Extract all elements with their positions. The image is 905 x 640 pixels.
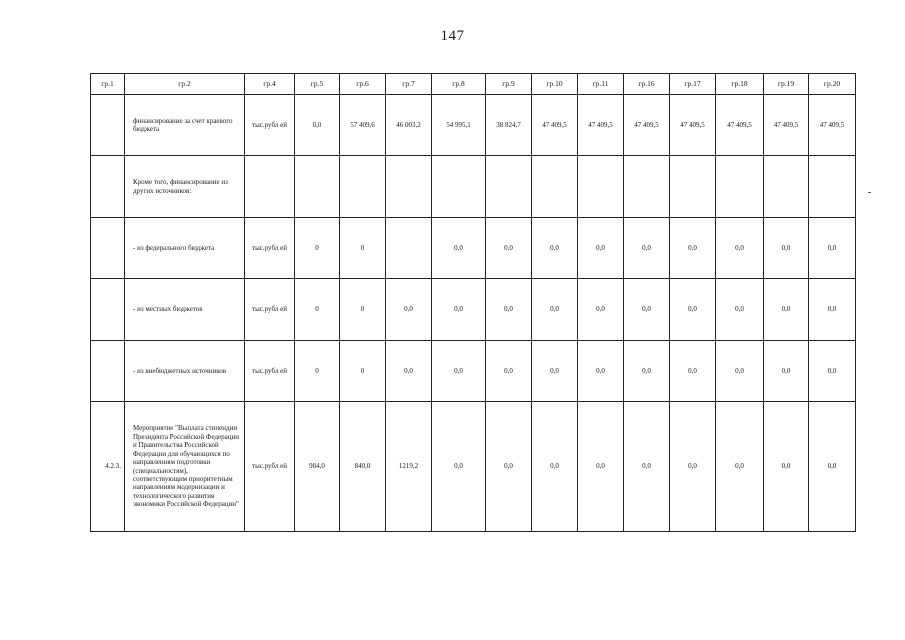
table-row [91, 341, 856, 402]
row-value: 0,0 [716, 402, 764, 532]
row-value: 47 409,5 [670, 95, 716, 156]
row-value: 984,0 [295, 402, 340, 532]
row-value: 0,0 [532, 218, 578, 279]
row-value: 0,0 [486, 218, 532, 279]
row-value [764, 156, 809, 218]
row-value: 0,0 [578, 402, 624, 532]
row-value: 0,0 [670, 341, 716, 402]
row-value: 0,0 [764, 279, 809, 341]
row-name: Мероприятие "Выплата стипендии Президента Российской Федерации и Правительства Российской Федерации для обучающихся по направлениям подготовки (специальностям), соответствующим приоритетным направлениям модернизации и технологического развития экономики Российской Федерации" [125, 402, 245, 532]
row-value [295, 156, 340, 218]
row-value: 0,0 [809, 279, 856, 341]
row-value: 0,0 [716, 218, 764, 279]
row-value: 0,0 [578, 341, 624, 402]
column-header: гр.2 [125, 74, 245, 95]
table-row [91, 95, 856, 156]
row-value [432, 156, 486, 218]
row-value: 0 [295, 341, 340, 402]
row-value: 0,0 [386, 279, 432, 341]
row-value [386, 156, 432, 218]
row-value: 0,0 [486, 341, 532, 402]
row-value [532, 156, 578, 218]
table-row [91, 402, 856, 532]
row-unit: тыс.рубл ей [245, 279, 295, 341]
row-value: 0,0 [670, 402, 716, 532]
header-row [91, 74, 856, 95]
column-header: гр.6 [340, 74, 386, 95]
row-value: 57 409,6 [340, 95, 386, 156]
row-value: 0,0 [764, 341, 809, 402]
column-header: гр.20 [809, 74, 856, 95]
column-header: гр.4 [245, 74, 295, 95]
row-value: 47 409,5 [764, 95, 809, 156]
row-value: 0,0 [432, 279, 486, 341]
row-value: 0,0 [716, 341, 764, 402]
row-value [340, 156, 386, 218]
row-value: 0,0 [809, 402, 856, 532]
row-value: 0,0 [624, 218, 670, 279]
page-number: 147 [440, 28, 465, 44]
row-value: 0,0 [295, 95, 340, 156]
column-header: гр.1 [91, 74, 125, 95]
scan-mark [868, 192, 871, 193]
row-value: 0,0 [532, 402, 578, 532]
row-name: Кроме того, финансирование из других источников: [125, 156, 245, 218]
row-value: 0,0 [624, 279, 670, 341]
row-unit: тыс.рубл ей [245, 402, 295, 532]
row-value: 54 995,1 [432, 95, 486, 156]
row-value: 0,0 [670, 279, 716, 341]
row-value: 47 409,5 [624, 95, 670, 156]
column-header: гр.17 [670, 74, 716, 95]
column-header: гр.11 [578, 74, 624, 95]
table-row [91, 218, 856, 279]
row-value: 0,0 [432, 341, 486, 402]
row-value: 0,0 [809, 341, 856, 402]
column-header: гр.18 [716, 74, 764, 95]
row-value [486, 156, 532, 218]
row-value: 840,0 [340, 402, 386, 532]
row-unit: тыс.рубл ей [245, 95, 295, 156]
row-name: - из внебюджетных источников [125, 341, 245, 402]
row-value: 47 409,5 [578, 95, 624, 156]
row-value [578, 156, 624, 218]
row-unit: тыс.рубл ей [245, 218, 295, 279]
column-header: гр.16 [624, 74, 670, 95]
row-value: 0,0 [532, 341, 578, 402]
row-value: 47 409,5 [532, 95, 578, 156]
row-code [91, 156, 125, 218]
row-value: 0,0 [624, 402, 670, 532]
row-value: 0,0 [432, 402, 486, 532]
row-name: - из федерального бюджета [125, 218, 245, 279]
row-code [91, 279, 125, 341]
row-code [91, 95, 125, 156]
row-value: 0 [340, 279, 386, 341]
budget-table [90, 73, 856, 532]
row-value: 0,0 [809, 218, 856, 279]
row-value [670, 156, 716, 218]
row-code [91, 218, 125, 279]
table-row [91, 279, 856, 341]
row-value [809, 156, 856, 218]
row-value: 0,0 [578, 218, 624, 279]
row-value: 0,0 [764, 218, 809, 279]
row-value: 0,0 [532, 279, 578, 341]
column-header: гр.7 [386, 74, 432, 95]
row-value: 47 409,5 [716, 95, 764, 156]
row-code: 4.2.3. [91, 402, 125, 532]
row-value: 38 824,7 [486, 95, 532, 156]
column-header: гр.10 [532, 74, 578, 95]
row-value: 0,0 [486, 279, 532, 341]
row-value [624, 156, 670, 218]
row-value: 0,0 [432, 218, 486, 279]
row-value: 0 [295, 279, 340, 341]
row-value: 0,0 [486, 402, 532, 532]
column-header: гр.5 [295, 74, 340, 95]
row-value: 0,0 [624, 341, 670, 402]
column-header: гр.9 [486, 74, 532, 95]
row-value [716, 156, 764, 218]
row-name: - из местных бюджетов [125, 279, 245, 341]
column-header: гр.19 [764, 74, 809, 95]
row-name: финансирование за счет краевого бюджета [125, 95, 245, 156]
row-code [91, 341, 125, 402]
row-value: 0 [340, 218, 386, 279]
row-value: 0 [340, 341, 386, 402]
row-value [386, 218, 432, 279]
column-header: гр.8 [432, 74, 486, 95]
row-unit [245, 156, 295, 218]
row-value: 0,0 [386, 341, 432, 402]
row-value: 0,0 [670, 218, 716, 279]
row-value: 0,0 [578, 279, 624, 341]
row-value: 1219,2 [386, 402, 432, 532]
row-value: 0,0 [764, 402, 809, 532]
row-value: 46 003,2 [386, 95, 432, 156]
row-unit: тыс.рубл ей [245, 341, 295, 402]
row-value: 0,0 [716, 279, 764, 341]
row-value: 0 [295, 218, 340, 279]
row-value: 47 409,5 [809, 95, 856, 156]
table-row [91, 156, 856, 218]
